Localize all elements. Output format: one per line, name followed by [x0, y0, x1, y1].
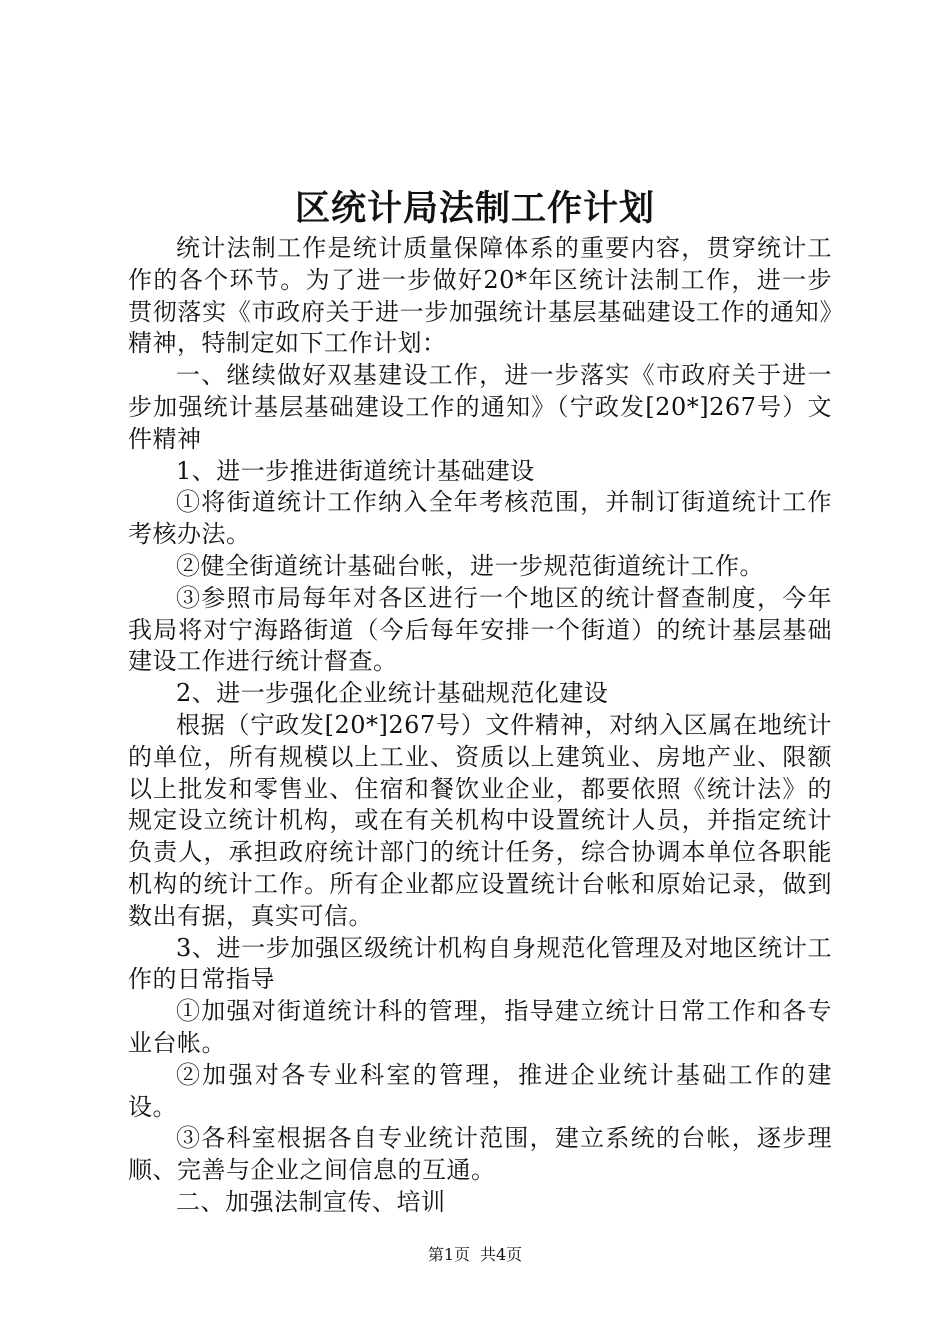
- page-number: 第1页: [427, 1245, 470, 1264]
- paragraph-item-2: 2、进一步强化企业统计基础规范化建设: [176, 679, 609, 708]
- paragraph-item-1-a: ①将街道统计工作纳入全年考核范围，并制订街道统计工作考核办法。: [128, 488, 832, 549]
- paragraph-intro: 统计法制工作是统计质量保障体系的重要内容，贯穿统计工作的各个环节。为了进一步做好20*年区统计法制工作，进一步贯彻落实《市政府关于进一步加强统计基层基础建设工作的通知》精神，特制定如下工作计划：: [128, 234, 832, 358]
- paragraph-section-2: 二、加强法制宣传、培训: [176, 1187, 446, 1216]
- document-title: 区统计局法制工作计划: [294, 188, 655, 229]
- paragraph-item-3-b: ②加强对各专业科室的管理，推进企业统计基础工作的建设。: [128, 1060, 832, 1121]
- paragraph-item-1: 1、进一步推进街道统计基础建设: [176, 456, 535, 485]
- page-footer: [0, 1244, 950, 1266]
- paragraph-item-2-body: 根据（宁政发[20*]267号）文件精神，对纳入区属在地统计的单位，所有规模以上工业、资质以上建筑业、房地产业、限额以上批发和零售业、住宿和餐饮业企业，都要依照《统计法》的规定设立统计机构，或在有关机构中设置统计人员，并指定统计负责人，承担政府统计部门的统计任务，综合协调本单位各职能机构的统计工作。所有企业都应设置统计台帐和原始记录，做到数出有据，真实可信。: [128, 710, 832, 930]
- paragraph-item-3: 3、进一步加强区级统计机构自身规范化管理及对地区统计工作的日常指导: [128, 933, 832, 994]
- paragraph-item-3-a: ①加强对街道统计科的管理，指导建立统计日常工作和各专业台帐。: [128, 997, 832, 1057]
- paragraph-item-1-c: ③参照市局每年对各区进行一个地区的统计督查制度，今年我局将对宁海路街道（今后每年安排一个街道）的统计基层基础建设工作进行统计督查。: [128, 583, 832, 676]
- page-total: 共4页: [480, 1245, 523, 1264]
- document-body: [128, 233, 832, 1219]
- paragraph-item-3-c: ③各科室根据各自专业统计范围，建立系统的台帐，逐步理顺、完善与企业之间信息的互通。: [128, 1124, 832, 1185]
- paragraph-section-1: 一、继续做好双基建设工作，进一步落实《市政府关于进一步加强统计基层基础建设工作的通知》（宁政发[20*]267号）文件精神: [128, 361, 832, 453]
- paragraph-item-1-b: ②健全街道统计基础台帐，进一步规范街道统计工作。: [176, 551, 764, 580]
